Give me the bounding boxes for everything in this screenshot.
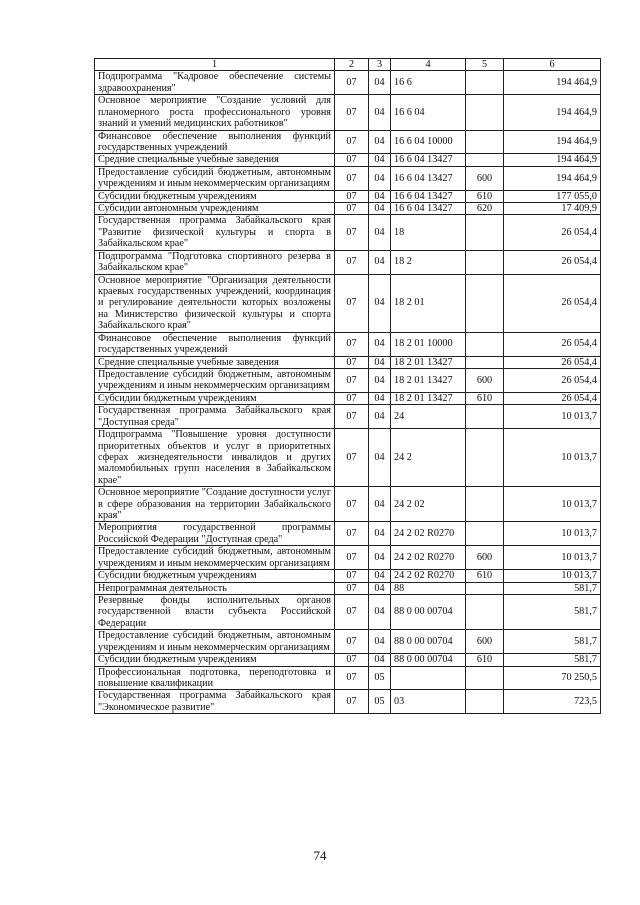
amount-cell: 26 054,4 — [504, 392, 601, 404]
target-article-cell: 88 0 00 00704 — [391, 630, 466, 654]
section-code-cell: 07 — [335, 487, 369, 522]
section-code-cell: 07 — [335, 274, 369, 332]
subsection-code-cell: 04 — [369, 594, 391, 629]
row-name-cell: Финансовое обеспечение выполнения функций государственных учреждений — [95, 332, 335, 356]
row-name-cell: Основное мероприятие "Создание доступности услуг в сфере образования на территории Забайкальского края" — [95, 487, 335, 522]
expense-type-cell: 620 — [466, 203, 504, 215]
section-code-cell: 07 — [335, 95, 369, 130]
table-row — [95, 274, 601, 332]
expense-type-cell — [466, 356, 504, 368]
column-header: 6 — [504, 59, 601, 71]
subsection-code-cell: 05 — [369, 666, 391, 690]
column-header: 4 — [391, 59, 466, 71]
section-code-cell: 07 — [335, 570, 369, 582]
row-name-cell: Субсидии автономным учреждениям — [95, 203, 335, 215]
table-row — [95, 356, 601, 368]
row-name-cell: Субсидии бюджетным учреждениям — [95, 570, 335, 582]
amount-cell: 194 464,9 — [504, 95, 601, 130]
page-number: 74 — [313, 848, 327, 863]
subsection-code-cell: 04 — [369, 71, 391, 95]
subsection-code-cell: 04 — [369, 203, 391, 215]
section-code-cell: 07 — [335, 392, 369, 404]
expense-type-cell — [466, 250, 504, 274]
section-code-cell: 07 — [335, 215, 369, 250]
table-row — [95, 95, 601, 130]
amount-cell: 194 464,9 — [504, 166, 601, 190]
subsection-code-cell: 04 — [369, 582, 391, 594]
section-code-cell: 07 — [335, 166, 369, 190]
table-row — [95, 429, 601, 487]
amount-cell: 10 013,7 — [504, 429, 601, 487]
row-name-cell: Резервные фонды исполнительных органов государственной власти субъекта Российской Федерации — [95, 594, 335, 629]
target-article-cell: 24 2 02 R0270 — [391, 570, 466, 582]
amount-cell: 10 013,7 — [504, 522, 601, 546]
target-article-cell — [391, 666, 466, 690]
target-article-cell: 18 2 01 13427 — [391, 368, 466, 392]
table-row — [95, 215, 601, 250]
target-article-cell: 18 2 01 10000 — [391, 332, 466, 356]
target-article-cell: 24 2 02 R0270 — [391, 546, 466, 570]
amount-cell: 581,7 — [504, 582, 601, 594]
amount-cell: 26 054,4 — [504, 215, 601, 250]
row-name-cell: Основное мероприятие "Создание условий для планомерного роста профессионального уровня знаний и умений медицинских работников" — [95, 95, 335, 130]
expense-type-cell: 610 — [466, 654, 504, 666]
subsection-code-cell: 04 — [369, 392, 391, 404]
amount-cell: 581,7 — [504, 594, 601, 629]
table-row — [95, 546, 601, 570]
expense-type-cell — [466, 71, 504, 95]
section-code-cell: 07 — [335, 429, 369, 487]
expense-type-cell: 610 — [466, 392, 504, 404]
table-row — [95, 71, 601, 95]
target-article-cell: 18 2 01 13427 — [391, 356, 466, 368]
expense-type-cell — [466, 429, 504, 487]
subsection-code-cell: 04 — [369, 130, 391, 154]
expense-type-cell — [466, 594, 504, 629]
amount-cell: 26 054,4 — [504, 368, 601, 392]
amount-cell: 10 013,7 — [504, 405, 601, 429]
target-article-cell: 88 — [391, 582, 466, 594]
table-row — [95, 666, 601, 690]
expense-type-cell — [466, 130, 504, 154]
row-name-cell: Подпрограмма "Подготовка спортивного резерва в Забайкальском крае" — [95, 250, 335, 274]
column-header: 5 — [466, 59, 504, 71]
target-article-cell: 24 — [391, 405, 466, 429]
table-row — [95, 630, 601, 654]
section-code-cell: 07 — [335, 356, 369, 368]
amount-cell: 194 464,9 — [504, 71, 601, 95]
amount-cell: 177 055,0 — [504, 190, 601, 202]
expense-type-cell — [466, 405, 504, 429]
subsection-code-cell: 04 — [369, 166, 391, 190]
table-row — [95, 190, 601, 202]
table-header-row — [95, 59, 601, 71]
section-code-cell: 07 — [335, 154, 369, 166]
amount-cell: 581,7 — [504, 654, 601, 666]
amount-cell: 10 013,7 — [504, 487, 601, 522]
row-name-cell: Предоставление субсидий бюджетным, автономным учреждениям и иным некоммерческим организациям — [95, 546, 335, 570]
expense-type-cell: 610 — [466, 570, 504, 582]
target-article-cell: 88 0 00 00704 — [391, 594, 466, 629]
target-article-cell: 24 2 02 — [391, 487, 466, 522]
column-header: 3 — [369, 59, 391, 71]
section-code-cell: 07 — [335, 130, 369, 154]
target-article-cell: 18 2 01 — [391, 274, 466, 332]
subsection-code-cell: 04 — [369, 332, 391, 356]
target-article-cell: 24 2 — [391, 429, 466, 487]
target-article-cell: 16 6 — [391, 71, 466, 95]
amount-cell: 26 054,4 — [504, 332, 601, 356]
expense-type-cell: 600 — [466, 166, 504, 190]
target-article-cell: 18 2 — [391, 250, 466, 274]
expense-type-cell — [466, 215, 504, 250]
section-code-cell: 07 — [335, 666, 369, 690]
expense-type-cell — [466, 95, 504, 130]
row-name-cell: Подпрограмма "Повышение уровня доступности приоритетных объектов и услуг в приоритетных сферах жизнедеятельности инвалидов и других маломобильных групп населения в Забайкальском крае" — [95, 429, 335, 487]
subsection-code-cell: 05 — [369, 690, 391, 714]
table-row — [95, 250, 601, 274]
subsection-code-cell: 04 — [369, 522, 391, 546]
section-code-cell: 07 — [335, 250, 369, 274]
expense-type-cell — [466, 154, 504, 166]
table-row — [95, 654, 601, 666]
row-name-cell: Основное мероприятие "Организация деятельности краевых государственных учреждений, координация и регулирование деятельности которых возложены на Министерство физической культуры и спорта Забайкальского края" — [95, 274, 335, 332]
subsection-code-cell: 04 — [369, 429, 391, 487]
target-article-cell: 24 2 02 R0270 — [391, 522, 466, 546]
table-row — [95, 130, 601, 154]
row-name-cell: Государственная программа Забайкальского края "Развитие физической культуры и спорта в Забайкальском крае" — [95, 215, 335, 250]
subsection-code-cell: 04 — [369, 630, 391, 654]
section-code-cell: 07 — [335, 522, 369, 546]
row-name-cell: Субсидии бюджетным учреждениям — [95, 392, 335, 404]
subsection-code-cell: 04 — [369, 546, 391, 570]
subsection-code-cell: 04 — [369, 368, 391, 392]
table-row — [95, 332, 601, 356]
subsection-code-cell: 04 — [369, 405, 391, 429]
section-code-cell: 07 — [335, 582, 369, 594]
table-body — [95, 71, 601, 714]
table-row — [95, 690, 601, 714]
table-row — [95, 166, 601, 190]
table-row — [95, 487, 601, 522]
target-article-cell: 16 6 04 13427 — [391, 166, 466, 190]
table-row — [95, 405, 601, 429]
amount-cell: 194 464,9 — [504, 130, 601, 154]
expense-type-cell — [466, 487, 504, 522]
subsection-code-cell: 04 — [369, 154, 391, 166]
subsection-code-cell: 04 — [369, 570, 391, 582]
table-row — [95, 154, 601, 166]
table-row — [95, 594, 601, 629]
subsection-code-cell: 04 — [369, 190, 391, 202]
row-name-cell: Субсидии бюджетным учреждениям — [95, 190, 335, 202]
target-article-cell: 16 6 04 10000 — [391, 130, 466, 154]
target-article-cell: 16 6 04 13427 — [391, 154, 466, 166]
expense-type-cell — [466, 274, 504, 332]
expense-type-cell — [466, 582, 504, 594]
amount-cell: 26 054,4 — [504, 274, 601, 332]
amount-cell: 723,5 — [504, 690, 601, 714]
row-name-cell: Государственная программа Забайкальского края "Доступная среда" — [95, 405, 335, 429]
row-name-cell: Предоставление субсидий бюджетным, автономным учреждениям и иным некоммерческим организациям — [95, 630, 335, 654]
section-code-cell: 07 — [335, 332, 369, 356]
amount-cell: 70 250,5 — [504, 666, 601, 690]
section-code-cell: 07 — [335, 71, 369, 95]
subsection-code-cell: 04 — [369, 250, 391, 274]
section-code-cell: 07 — [335, 630, 369, 654]
subsection-code-cell: 04 — [369, 487, 391, 522]
expense-type-cell: 600 — [466, 546, 504, 570]
row-name-cell: Средние специальные учебные заведения — [95, 356, 335, 368]
subsection-code-cell: 04 — [369, 274, 391, 332]
subsection-code-cell: 04 — [369, 95, 391, 130]
target-article-cell: 18 2 01 13427 — [391, 392, 466, 404]
section-code-cell: 07 — [335, 690, 369, 714]
amount-cell: 10 013,7 — [504, 546, 601, 570]
table-row — [95, 522, 601, 546]
row-name-cell: Предоставление субсидий бюджетным, автономным учреждениям и иным некоммерческим организациям — [95, 368, 335, 392]
column-header: 1 — [95, 59, 335, 71]
row-name-cell: Подпрограмма "Кадровое обеспечение системы здравоохранения" — [95, 71, 335, 95]
expense-type-cell: 600 — [466, 368, 504, 392]
section-code-cell: 07 — [335, 190, 369, 202]
target-article-cell: 16 6 04 — [391, 95, 466, 130]
section-code-cell: 07 — [335, 368, 369, 392]
target-article-cell: 16 6 04 13427 — [391, 190, 466, 202]
section-code-cell: 07 — [335, 546, 369, 570]
table-row — [95, 582, 601, 594]
subsection-code-cell: 04 — [369, 356, 391, 368]
section-code-cell: 07 — [335, 405, 369, 429]
expense-type-cell — [466, 666, 504, 690]
expense-type-cell — [466, 690, 504, 714]
row-name-cell: Средние специальные учебные заведения — [95, 154, 335, 166]
table-row — [95, 392, 601, 404]
amount-cell: 17 409,9 — [504, 203, 601, 215]
section-code-cell: 07 — [335, 203, 369, 215]
table-row — [95, 570, 601, 582]
subsection-code-cell: 04 — [369, 654, 391, 666]
row-name-cell: Предоставление субсидий бюджетным, автономным учреждениям и иным некоммерческим организациям — [95, 166, 335, 190]
row-name-cell: Государственная программа Забайкальского края "Экономическое развитие" — [95, 690, 335, 714]
section-code-cell: 07 — [335, 594, 369, 629]
table-row — [95, 368, 601, 392]
target-article-cell: 03 — [391, 690, 466, 714]
amount-cell: 194 464,9 — [504, 154, 601, 166]
column-header: 2 — [335, 59, 369, 71]
section-code-cell: 07 — [335, 654, 369, 666]
target-article-cell: 88 0 00 00704 — [391, 654, 466, 666]
budget-table — [94, 58, 601, 714]
expense-type-cell: 610 — [466, 190, 504, 202]
row-name-cell: Мероприятия государственной программы Российской Федерации "Доступная среда" — [95, 522, 335, 546]
target-article-cell: 18 — [391, 215, 466, 250]
table-row — [95, 203, 601, 215]
expense-type-cell — [466, 332, 504, 356]
amount-cell: 10 013,7 — [504, 570, 601, 582]
expense-type-cell: 600 — [466, 630, 504, 654]
expense-type-cell — [466, 522, 504, 546]
row-name-cell: Непрограммная деятельность — [95, 582, 335, 594]
amount-cell: 581,7 — [504, 630, 601, 654]
row-name-cell: Профессиональная подготовка, переподготовка и повышение квалификации — [95, 666, 335, 690]
row-name-cell: Субсидии бюджетным учреждениям — [95, 654, 335, 666]
row-name-cell: Финансовое обеспечение выполнения функций государственных учреждений — [95, 130, 335, 154]
target-article-cell: 16 6 04 13427 — [391, 203, 466, 215]
amount-cell: 26 054,4 — [504, 356, 601, 368]
amount-cell: 26 054,4 — [504, 250, 601, 274]
subsection-code-cell: 04 — [369, 215, 391, 250]
